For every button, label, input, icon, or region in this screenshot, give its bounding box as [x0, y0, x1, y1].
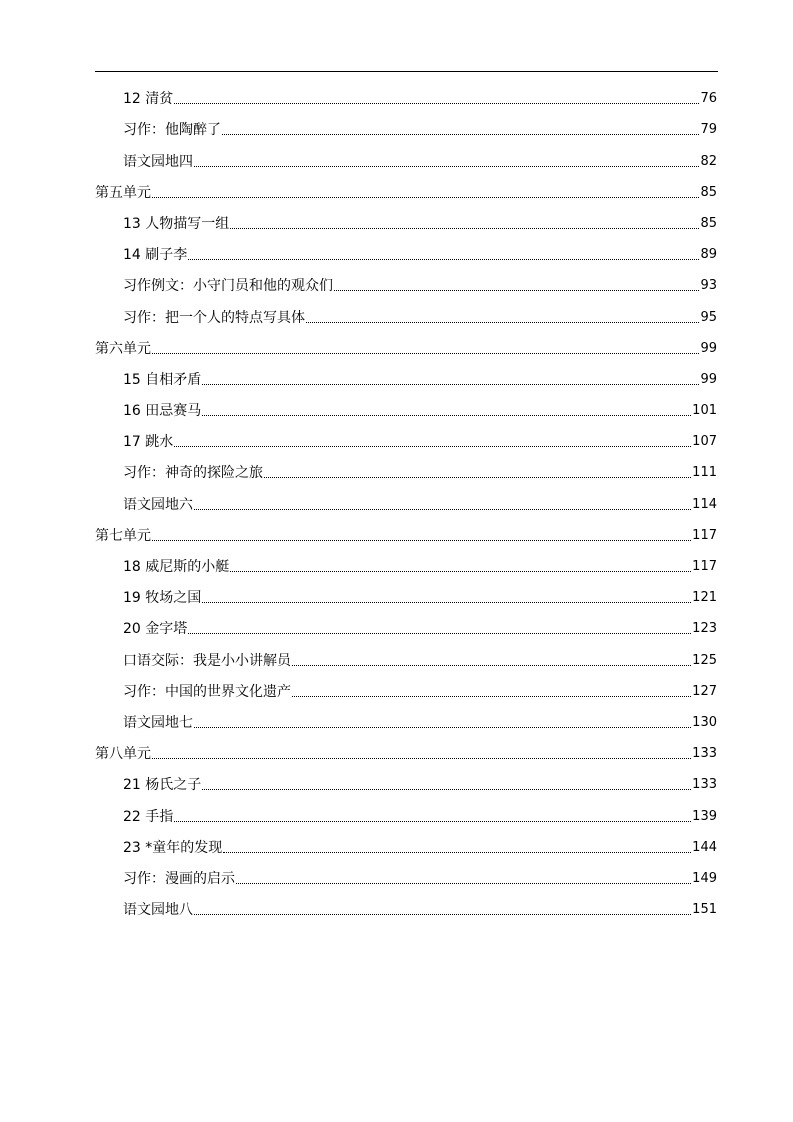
toc-dot-leader: [202, 384, 699, 385]
toc-entry-title: 12 清贫: [123, 91, 174, 108]
toc-lesson-entry[interactable]: [95, 201, 717, 232]
toc-unit-entry[interactable]: [95, 170, 717, 201]
toc-page-number: 99: [700, 340, 717, 356]
toc-dot-leader: [174, 821, 691, 822]
header-rule: [95, 71, 718, 72]
toc-page-number: 123: [692, 621, 717, 637]
toc-entry-title: 习作例文：小守门员和他的观众们: [123, 278, 333, 295]
toc-page-number: 79: [700, 122, 717, 138]
toc-page-number: 127: [692, 683, 717, 699]
toc-dot-leader: [264, 477, 691, 478]
toc-lesson-entry[interactable]: [95, 700, 717, 731]
toc-lesson-entry[interactable]: [95, 825, 717, 856]
toc-page-number: 151: [692, 902, 717, 918]
toc-page-number: 111: [692, 465, 717, 481]
toc-entry-title: 第八单元: [95, 746, 151, 763]
toc-entry-title: 习作：他陶醉了: [123, 122, 221, 139]
toc-dot-leader: [223, 852, 691, 853]
toc-entry-title: 第七单元: [95, 527, 151, 544]
toc-dot-leader: [230, 228, 699, 229]
toc-lesson-entry[interactable]: [95, 357, 717, 388]
toc-entry-title: 15 自相矛盾: [123, 371, 202, 388]
toc-page-number: 149: [692, 870, 717, 886]
toc-entry-title: 第五单元: [95, 184, 151, 201]
toc-dot-leader: [202, 415, 691, 416]
toc-lesson-entry[interactable]: [95, 637, 717, 668]
toc-dot-leader: [194, 166, 699, 167]
toc-lesson-entry[interactable]: [95, 887, 717, 918]
toc-entry-title: 习作：中国的世界文化遗产: [123, 683, 291, 700]
toc-page-number: 114: [692, 496, 717, 512]
toc-dot-leader: [174, 103, 699, 104]
toc-page-number: 85: [700, 184, 717, 200]
toc-dot-leader: [292, 665, 691, 666]
toc-entry-title: 语文园地八: [123, 902, 193, 919]
toc-page-number: 121: [692, 590, 717, 606]
toc-lesson-entry[interactable]: [95, 544, 717, 575]
toc-page-number: 125: [692, 652, 717, 668]
toc-dot-leader: [202, 789, 691, 790]
toc-entry-title: 21 杨氏之子: [123, 777, 202, 794]
toc-lesson-entry[interactable]: [95, 388, 717, 419]
toc-dot-leader: [236, 883, 691, 884]
toc-entry-title: 20 金字塔: [123, 621, 188, 638]
toc-dot-leader: [174, 446, 691, 447]
toc-dot-leader: [152, 197, 699, 198]
toc-page-number: 82: [700, 153, 717, 169]
toc-page-number: 89: [700, 247, 717, 263]
toc-dot-leader: [222, 134, 699, 135]
toc-entry-title: 语文园地四: [123, 153, 193, 170]
toc-lesson-entry[interactable]: [95, 856, 717, 887]
toc-dot-leader: [152, 353, 699, 354]
toc-dot-leader: [230, 571, 691, 572]
toc-page-number: 107: [692, 434, 717, 450]
toc-page-number: 101: [692, 403, 717, 419]
table-of-contents: [95, 76, 717, 918]
toc-page-number: 133: [692, 777, 717, 793]
toc-unit-entry[interactable]: [95, 513, 717, 544]
toc-entry-title: 17 跳水: [123, 434, 174, 451]
toc-dot-leader: [194, 509, 691, 510]
toc-page-number: 117: [692, 527, 717, 543]
toc-entry-title: 口语交际：我是小小讲解员: [123, 652, 291, 669]
toc-lesson-entry[interactable]: [95, 419, 717, 450]
toc-page-number: 93: [700, 278, 717, 294]
toc-entry-title: 22 手指: [123, 808, 174, 825]
toc-page-number: 76: [700, 91, 717, 107]
toc-entry-title: 第六单元: [95, 340, 151, 357]
toc-lesson-entry[interactable]: [95, 263, 717, 294]
toc-lesson-entry[interactable]: [95, 481, 717, 512]
toc-entry-title: 13 人物描写一组: [123, 215, 230, 232]
toc-lesson-entry[interactable]: [95, 575, 717, 606]
toc-page-number: 144: [692, 839, 717, 855]
toc-dot-leader: [188, 259, 699, 260]
toc-entry-title: 18 威尼斯的小艇: [123, 559, 230, 575]
toc-entry-title: 习作：漫画的启示: [123, 870, 235, 887]
toc-entry-title: 语文园地七: [123, 714, 193, 731]
toc-lesson-entry[interactable]: [95, 669, 717, 700]
toc-entry-title: 19 牧场之国: [123, 590, 202, 607]
toc-dot-leader: [334, 290, 699, 291]
toc-entry-title: 23 *童年的发现: [123, 839, 223, 856]
toc-dot-leader: [292, 696, 691, 697]
toc-dot-leader: [188, 633, 691, 634]
toc-entry-title: 14 刷子李: [123, 247, 188, 264]
toc-page-number: 85: [700, 215, 717, 231]
toc-lesson-entry[interactable]: [95, 294, 717, 325]
toc-entry-title: 习作：神奇的探险之旅: [123, 465, 263, 482]
toc-dot-leader: [152, 758, 691, 759]
toc-page-number: 117: [692, 559, 717, 574]
toc-lesson-entry[interactable]: [95, 762, 717, 793]
toc-entry-title: 习作：把一个人的特点写具体: [123, 309, 305, 326]
toc-lesson-entry[interactable]: [95, 793, 717, 824]
toc-dot-leader: [306, 322, 699, 323]
toc-unit-entry[interactable]: [95, 731, 717, 762]
toc-dot-leader: [194, 914, 691, 915]
toc-lesson-entry[interactable]: [95, 450, 717, 481]
toc-lesson-entry[interactable]: [95, 138, 717, 169]
toc-unit-entry[interactable]: [95, 326, 717, 357]
toc-page-number: 99: [700, 371, 717, 387]
toc-dot-leader: [152, 540, 691, 541]
toc-entry-title: 16 田忌赛马: [123, 403, 202, 420]
toc-page-number: 133: [692, 746, 717, 762]
toc-lesson-entry[interactable]: [95, 606, 717, 637]
toc-page-number: 95: [700, 309, 717, 325]
toc-lesson-entry[interactable]: [95, 76, 717, 107]
toc-page-number: 130: [692, 714, 717, 730]
toc-lesson-entry[interactable]: [95, 107, 717, 138]
toc-dot-leader: [194, 727, 691, 728]
toc-lesson-entry[interactable]: [95, 232, 717, 263]
toc-page-number: 139: [692, 808, 717, 824]
toc-dot-leader: [202, 602, 691, 603]
toc-entry-title: 语文园地六: [123, 496, 193, 513]
